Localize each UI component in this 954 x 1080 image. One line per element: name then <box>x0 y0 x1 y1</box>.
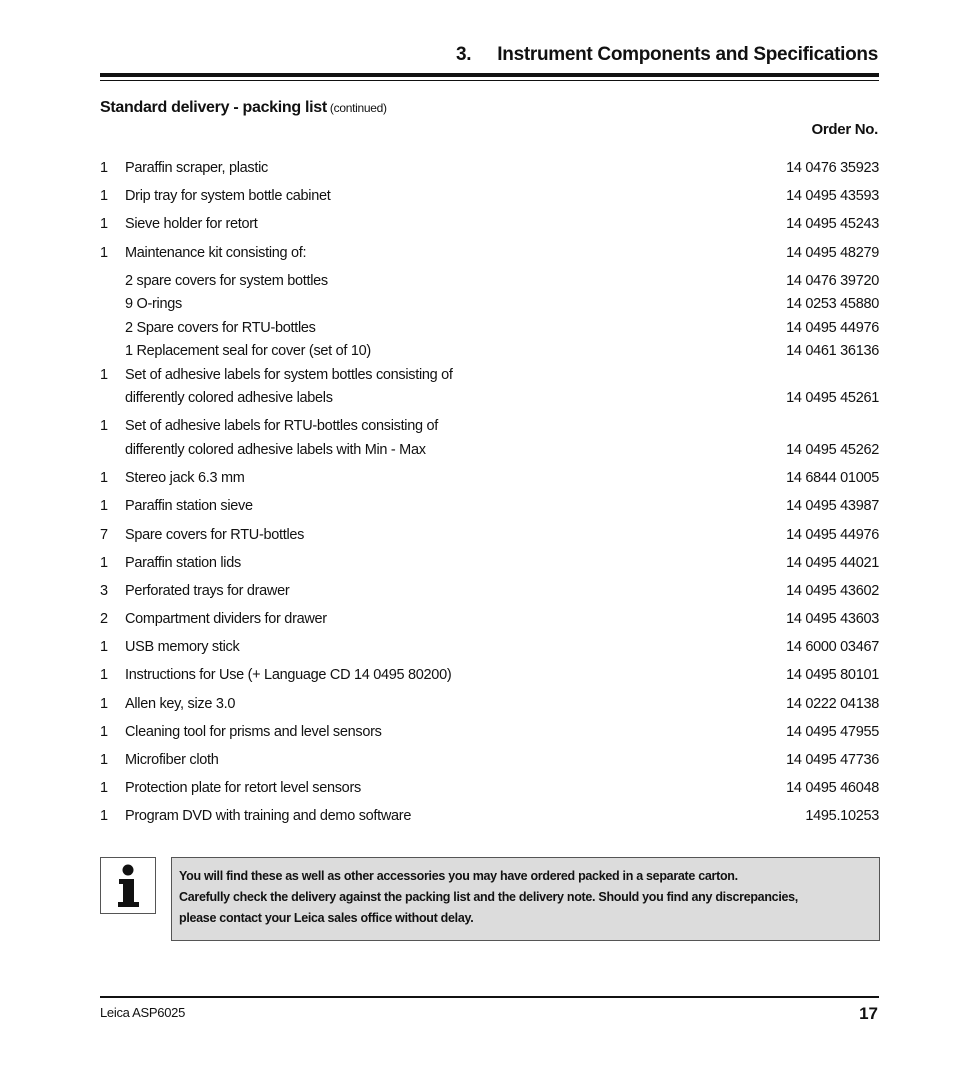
item-description-line: Maintenance kit consisting of: <box>125 244 307 261</box>
order-number: 1495.10253 <box>805 808 879 825</box>
item-quantity: 1 <box>100 554 108 571</box>
item-quantity: 1 <box>100 216 108 233</box>
item-description-line: Paraffin scraper, plastic <box>125 160 268 176</box>
section-heading-text: Standard delivery - packing list <box>100 99 327 116</box>
item-order-number <box>786 415 879 462</box>
item-quantity: 1 <box>100 418 108 435</box>
order-number: 14 0476 35923 <box>786 160 879 176</box>
order-number: 14 6000 03467 <box>786 639 879 656</box>
item-order-number <box>805 805 879 829</box>
list-item <box>100 552 879 576</box>
list-item <box>100 467 879 491</box>
item-order-number <box>786 636 879 660</box>
item-description-line: Perforated trays for drawer <box>125 582 290 599</box>
list-item <box>100 157 879 181</box>
subitem <box>100 293 879 317</box>
item-order-number <box>786 608 879 632</box>
item-description <box>125 552 769 576</box>
item-description-line: Stereo jack 6.3 mm <box>125 470 245 487</box>
item-quantity: 3 <box>100 582 108 599</box>
item-order-number <box>786 552 879 576</box>
order-number: 14 0495 48279 <box>786 244 879 261</box>
item-order-number <box>786 749 879 773</box>
item-description <box>125 805 769 829</box>
item-description-line: Compartment dividers for drawer <box>125 611 327 628</box>
subitem-description: 2 Spare covers for RTU-bottles <box>125 319 316 336</box>
order-number-column-header: Order No. <box>811 121 878 138</box>
item-description-line: Set of adhesive labels for system bottles consisting of <box>125 366 453 383</box>
item-quantity: 1 <box>100 723 108 740</box>
list-item <box>100 693 879 717</box>
item-description-line: Spare covers for RTU-bottles <box>125 526 305 543</box>
list-item <box>100 636 879 660</box>
item-description-line: differently colored adhesive labels with Min - Max <box>125 441 426 458</box>
item-quantity: 2 <box>100 611 108 628</box>
item-description <box>125 608 769 632</box>
item-description <box>125 185 769 209</box>
list-item <box>100 664 879 688</box>
note-box <box>171 857 880 941</box>
order-number: 14 0495 43602 <box>786 582 879 599</box>
item-quantity: 1 <box>100 780 108 797</box>
order-number: 14 0495 44021 <box>786 554 879 571</box>
note-line: You will find these as well as other accessories you may have ordered packed in a separate carton. <box>179 869 738 883</box>
subitem <box>100 317 879 341</box>
item-quantity: 1 <box>100 188 108 205</box>
item-quantity: 1 <box>100 695 108 712</box>
item-quantity: 1 <box>100 498 108 515</box>
item-quantity: 1 <box>100 160 108 176</box>
subitem-order-number: 14 0253 45880 <box>786 296 879 313</box>
order-number: 14 0495 45243 <box>786 216 879 233</box>
page-number: 17 <box>859 1004 878 1023</box>
list-item <box>100 777 879 801</box>
list-item <box>100 213 879 237</box>
packing-list <box>100 157 879 829</box>
item-order-number <box>786 185 879 209</box>
item-description <box>125 364 769 411</box>
chapter-title <box>456 44 878 66</box>
order-number: 14 0495 46048 <box>786 780 879 797</box>
item-description-line: Drip tray for system bottle cabinet <box>125 188 331 205</box>
header-rule-thin <box>100 80 879 81</box>
item-order-number <box>786 242 879 266</box>
list-item <box>100 721 879 745</box>
item-description <box>125 415 769 462</box>
item-description <box>125 693 769 717</box>
order-number: 14 0495 45261 <box>786 390 879 407</box>
item-order-number <box>786 495 879 519</box>
order-number <box>786 364 879 388</box>
item-description <box>125 721 769 745</box>
item-quantity: 1 <box>100 470 108 487</box>
order-number: 14 0495 47955 <box>786 723 879 740</box>
item-order-number <box>786 580 879 604</box>
item-order-number <box>786 467 879 491</box>
list-item <box>100 608 879 632</box>
list-item <box>100 415 879 462</box>
note-line: please contact your Leica sales office without delay. <box>179 911 474 925</box>
item-description-line: differently colored adhesive labels <box>125 390 333 407</box>
item-order-number <box>786 213 879 237</box>
subitem-description: 1 Replacement seal for cover (set of 10) <box>125 343 371 360</box>
footer-rule <box>100 996 879 998</box>
item-quantity: 1 <box>100 808 108 825</box>
item-order-number <box>786 524 879 548</box>
item-description-line: Protection plate for retort level sensors <box>125 780 361 797</box>
item-description-line: USB memory stick <box>125 639 240 656</box>
maintenance-kit-contents <box>100 270 879 364</box>
item-quantity: 1 <box>100 667 108 684</box>
header-rule-thick <box>100 73 879 77</box>
item-description <box>125 749 769 773</box>
item-description <box>125 213 769 237</box>
order-number: 14 0495 47736 <box>786 752 879 768</box>
item-description <box>125 664 769 688</box>
list-item <box>100 524 879 548</box>
item-order-number <box>786 664 879 688</box>
item-description <box>125 495 769 519</box>
order-number: 14 6844 01005 <box>786 470 879 487</box>
order-number: 14 0222 04138 <box>786 695 879 712</box>
order-number: 14 0495 43987 <box>786 498 879 515</box>
order-number: 14 0495 43603 <box>786 611 879 628</box>
info-icon <box>100 857 156 914</box>
section-heading <box>100 99 387 117</box>
item-order-number <box>786 721 879 745</box>
list-item <box>100 364 879 411</box>
list-item <box>100 805 879 829</box>
chapter-name: Instrument Components and Specifications <box>497 44 878 65</box>
item-description-line: Paraffin station sieve <box>125 498 253 515</box>
item-description-line: Program DVD with training and demo software <box>125 808 412 825</box>
subitem-description: 9 O-rings <box>125 296 182 313</box>
list-item <box>100 242 879 266</box>
order-number: 14 0495 45262 <box>786 441 879 458</box>
item-description <box>125 524 769 548</box>
list-item <box>100 580 879 604</box>
note-line: Carefully check the delivery against the packing list and the delivery note. Should you find any discrepancies, <box>179 890 798 904</box>
item-description-line: Set of adhesive labels for RTU-bottles consisting of <box>125 418 438 435</box>
item-quantity: 1 <box>100 752 108 768</box>
item-description-line: Sieve holder for retort <box>125 216 258 233</box>
item-description <box>125 636 769 660</box>
list-item <box>100 495 879 519</box>
order-number <box>786 415 879 439</box>
item-description-line: Cleaning tool for prisms and level sensors <box>125 723 382 740</box>
item-quantity: 1 <box>100 366 108 383</box>
continued-label: (continued) <box>329 101 387 115</box>
item-description-line: Instructions for Use (+ Language CD 14 0495 80200) <box>125 667 452 684</box>
item-description-line: Allen key, size 3.0 <box>125 695 236 712</box>
subitem-order-number: 14 0461 36136 <box>786 343 879 360</box>
chapter-number: 3. <box>456 44 472 65</box>
item-description-line: Microfiber cloth <box>125 752 219 768</box>
item-description <box>125 157 769 181</box>
item-description <box>125 777 769 801</box>
item-order-number <box>786 693 879 717</box>
item-quantity: 1 <box>100 639 108 656</box>
order-number: 14 0495 43593 <box>786 188 879 205</box>
item-order-number <box>786 364 879 411</box>
subitem-order-number: 14 0495 44976 <box>786 319 879 336</box>
subitem <box>100 270 879 294</box>
footer-product-name: Leica ASP6025 <box>100 1005 186 1020</box>
item-description-line: Paraffin station lids <box>125 554 241 571</box>
list-item <box>100 749 879 773</box>
list-item <box>100 185 879 209</box>
item-description <box>125 580 769 604</box>
item-order-number <box>786 777 879 801</box>
item-order-number <box>786 157 879 181</box>
subitem-description: 2 spare covers for system bottles <box>125 272 328 289</box>
subitem-order-number: 14 0476 39720 <box>786 272 879 289</box>
item-description <box>125 467 769 491</box>
order-number: 14 0495 44976 <box>786 526 879 543</box>
item-description <box>125 242 769 266</box>
subitem <box>100 340 879 364</box>
order-number: 14 0495 80101 <box>786 667 879 684</box>
item-quantity: 7 <box>100 526 108 543</box>
item-quantity: 1 <box>100 244 108 261</box>
